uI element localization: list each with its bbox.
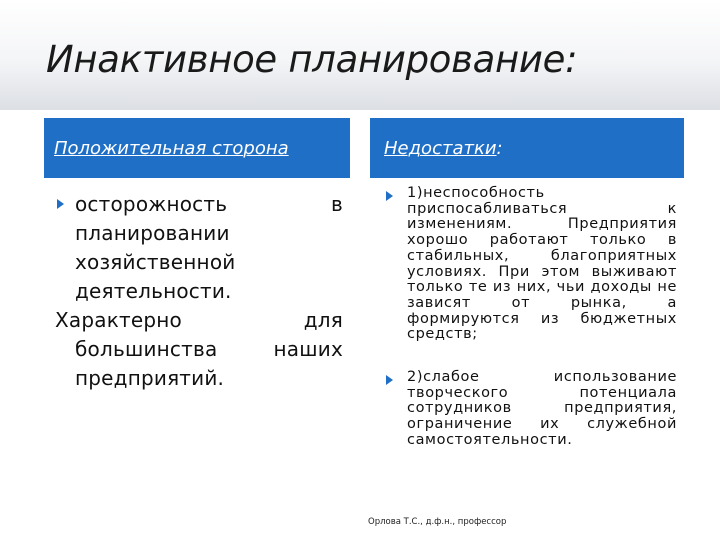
positive-side-header [44,118,350,178]
positive-side-paragraph: Характерно для большинства наших предприятий. [55,308,343,390]
slide-title: Инактивное планирование: [46,38,578,81]
drawback-item: 2)слабое использование творческого потенциала сотрудников предприятия, ограничение их служебной самостоятельности. [407,369,677,448]
drawbacks-header-suffix: : [496,137,503,159]
drawback-item: 1)неспособность приспосабливаться к изменениям. Предприятия хорошо работают только в стабильных, благоприятных условиях. При этом выживают только те из них, чьи доходы не зависят от рынка, а формируются из бюджетных средств; [407,185,677,343]
positive-side-body [55,190,343,393]
drawbacks-header-label: Недостатки [384,137,497,159]
bullet-arrow-icon [386,191,393,201]
drawbacks-header [370,118,684,178]
bullet-arrow-icon [386,375,393,385]
footer-author: Орлова Т.С., д.ф.н., профессор [368,517,507,527]
positive-side-bullet-text: осторожность в планировании хозяйственной деятельности. [75,192,343,303]
positive-side-header-label: Положительная сторона [54,137,289,159]
